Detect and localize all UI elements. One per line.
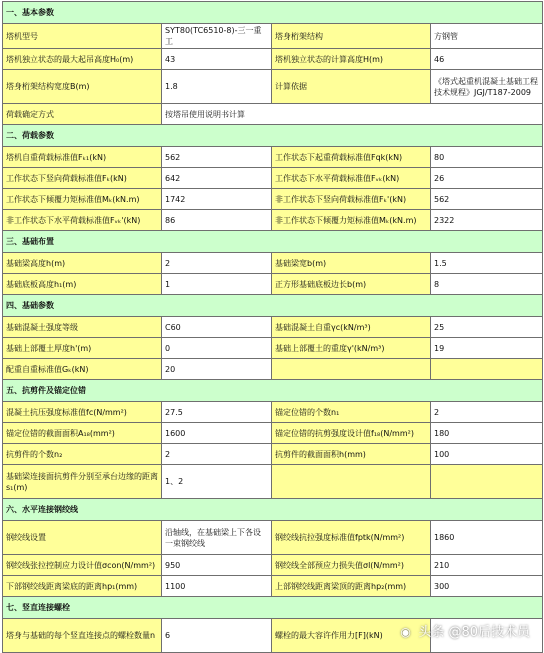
parameter-value: 1.8 [162,70,272,104]
table-row [3,555,543,576]
parameter-value: 26 [431,168,543,189]
section-header [3,125,543,147]
parameter-value: 19 [431,338,543,359]
parameter-label: 钢绞线全部预应力损失值σl(N/mm²) [272,555,431,576]
parameter-label: 基础梁高度h(m) [3,253,162,274]
parameter-value: 80 [431,147,543,168]
parameter-value: 1100 [162,576,272,597]
parameter-value: 210 [431,555,543,576]
section-header [3,2,543,24]
parameter-label: 抗剪件的截面面积h(mm) [272,444,431,465]
parameter-value: 2 [162,444,272,465]
parameter-value: 43 [162,49,272,70]
parameter-label: 钢绞线设置 [3,521,162,555]
parameter-label: 锚定位错的个数n₁ [272,402,431,423]
table-row [3,70,543,104]
parameter-label: 塔机独立状态的最大起吊高度H₀(m) [3,49,162,70]
table-row [3,147,543,168]
parameter-label: 基础上部覆土的重度γ'(kN/m³) [272,338,431,359]
parameter-value: 27.5 [162,402,272,423]
parameter-label [431,359,543,380]
parameter-label: 下部钢绞线距离梁底的距离hp₁(mm) [3,576,162,597]
parameter-value: 950 [162,555,272,576]
table-row [3,104,543,125]
table-row [3,189,543,210]
parameter-label: 塔身桁架结构宽度B(m) [3,70,162,104]
parameter-value: 1860 [431,521,543,555]
parameter-value: 1 [162,274,272,295]
parameter-table [2,1,543,653]
parameter-label: 塔身桁架结构 [272,24,431,49]
parameter-value: 180 [431,423,543,444]
parameter-value: 562 [431,189,543,210]
parameter-label: 工作状态下倾覆力矩标准值Mₖ(kN.m) [3,189,162,210]
section-header [3,295,543,317]
section-title: 四、基础参数 [3,295,543,317]
parameter-label: 基础梁宽b(m) [272,253,431,274]
parameter-value: 按塔吊使用说明书计算 [162,104,543,125]
parameter-value: 1600 [162,423,272,444]
parameter-value: 1、2 [162,465,272,499]
table-row [3,338,543,359]
parameter-value: 1.5 [431,253,543,274]
parameter-value: 沿轴线，在基础梁上下各设一束钢绞线 [162,521,272,555]
table-row [3,465,543,499]
parameter-label: 基础混凝土自重γc(kN/m³) [272,317,431,338]
parameter-value: 《塔式起重机混凝土基础工程技术规程》JGJ/T187-2009 [431,70,543,104]
section-header [3,597,543,619]
parameter-value: 6 [162,619,272,653]
parameter-label: 螺栓的最大容许作用力[F](kN) [272,619,431,653]
parameter-label: 基础梁连接面抗剪件分别至承台边缘的距离s₁(m) [3,465,162,499]
parameter-label: 钢绞线张拉控制应力设计值σcon(N/mm²) [3,555,162,576]
table-row [3,423,543,444]
table-row [3,444,543,465]
section-header [3,499,543,521]
parameter-value: 8 [431,274,543,295]
parameter-label: 工作状态下竖向荷载标准值Fₖ(kN) [3,168,162,189]
table-row [3,521,543,555]
parameter-label: 钢绞线抗拉强度标准值fptk(N/mm²) [272,521,431,555]
table-row [3,274,543,295]
parameter-label: 荷载确定方式 [3,104,162,125]
parameter-value: SYT80(TC6510-8)-三一重工 [162,24,272,49]
parameter-label: 塔机独立状态的计算高度H(m) [272,49,431,70]
parameter-value: 25 [431,317,543,338]
table-row [3,168,543,189]
table-row [3,210,543,231]
parameter-value: C60 [162,317,272,338]
parameter-value: 86 [162,210,272,231]
parameter-value: 46 [431,49,543,70]
parameter-label: 塔身与基础的每个竖直连接点的螺栓数量n [3,619,162,653]
table-row [3,49,543,70]
section-title: 七、竖直连接螺栓 [3,597,543,619]
parameter-value: 100 [431,444,543,465]
watermark-text: 头条 @80后技术员 [418,625,530,640]
section-header [3,380,543,402]
section-title: 三、基础布置 [3,231,543,253]
section-title: 五、抗剪件及锚定位错 [3,380,543,402]
parameter-label: 混凝土抗压强度标准值fc(N/mm²) [3,402,162,423]
parameter-label: 配重自重标准值Gₖ(kN) [3,359,162,380]
parameter-label: 非工作状态下水平荷载标准值Fᵥₖ'(kN) [3,210,162,231]
parameter-value: 2322 [431,210,543,231]
toutiao-icon: ◉ [400,625,411,639]
parameter-label: 正方形基础底板边长b(m) [272,274,431,295]
parameter-label [272,465,431,499]
parameter-label: 抗剪件的个数n₂ [3,444,162,465]
section-title: 六、水平连接钢绞线 [3,499,543,521]
parameter-value: 0 [162,338,272,359]
table-row [3,24,543,49]
parameter-label: 塔机型号 [3,24,162,49]
parameter-label: 基础底板高度h₁(m) [3,274,162,295]
parameter-value: 642 [162,168,272,189]
parameter-label: 非工作状态下倾覆力矩标准值Mₖ(kN.m) [272,210,431,231]
parameter-value: 方钢管 [431,24,543,49]
parameter-label: 计算依据 [272,70,431,104]
parameter-value: 300 [431,576,543,597]
parameter-value: 1742 [162,189,272,210]
parameter-label: 工作状态下起重荷载标准值Fqk(kN) [272,147,431,168]
parameter-label: 锚定位错的截面面积A₁₈(mm²) [3,423,162,444]
parameter-label: 非工作状态下竖向荷载标准值Fₖ'(kN) [272,189,431,210]
parameter-label: 工作状态下水平荷载标准值Fᵥₖ(kN) [272,168,431,189]
table-row [3,576,543,597]
parameter-label: 基础上部覆土厚度h'(m) [3,338,162,359]
parameter-label: 上部钢绞线距离梁顶的距离hp₂(mm) [272,576,431,597]
parameter-label [272,359,431,380]
section-header [3,231,543,253]
parameter-value: 2 [162,253,272,274]
watermark [400,621,530,640]
parameter-label: 塔机自重荷载标准值Fₖ₁(kN) [3,147,162,168]
table-row [3,402,543,423]
parameter-value: 20 [162,359,272,380]
table-row [3,359,543,380]
parameter-value: 562 [162,147,272,168]
parameter-label [431,465,543,499]
section-title: 二、荷载参数 [3,125,543,147]
parameter-value: 2 [431,402,543,423]
section-title: 一、基本参数 [3,2,543,24]
parameter-label: 基础混凝土强度等级 [3,317,162,338]
parameter-label: 锚定位错的抗剪强度设计值f₁₈(N/mm²) [272,423,431,444]
table-row [3,317,543,338]
table-row [3,253,543,274]
